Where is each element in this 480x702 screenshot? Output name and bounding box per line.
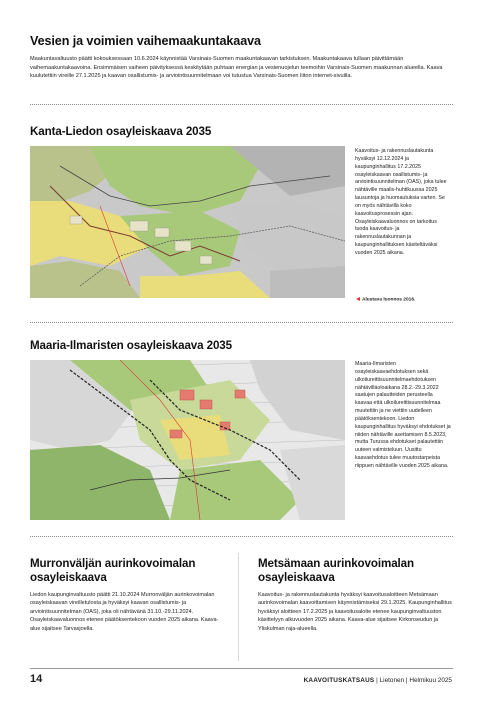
metsamaa-title-line2: osayleiskaava [258, 571, 335, 584]
footer-separator: | [404, 677, 410, 684]
caption-marker-icon [356, 297, 360, 301]
section-title-maaria-ilmarinen: Maaria-Ilmaristen osayleiskaava 2035 [30, 339, 233, 352]
section-title-vaihemaakuntakaava: Vesien ja voimien vaihemaakuntakaava [30, 34, 261, 48]
murronvalja-title-line1: Murronväljän aurinkovoimalan [30, 557, 196, 570]
section-body-vaihemaakuntakaava: Maakuntavaltuusto päätti kokouksessaan 10.6.2024 käynnistää Varsinais-Suomen maakuntakaavan tarkistuksen. Maakuntakaava tullaan päivittämään vaihemaakuntakaavoina. Ensimmäisen vaiheen päivityksessä keskitytään puhtaan energian ja vesienuojelun teemoihin Varsinais-Suomen maakunnan alueella. Kaava kuulutettiin vireille 27.1.2025 ja kaavan osallistumis- ja arviointisuunnitelmaan voi tutustua Varsinais-Suomen liiton internet-sivuilla. [30, 56, 443, 80]
kanta-lieto-caption-text: Alustava luonnos 2016. [362, 297, 416, 303]
section-divider [30, 536, 453, 537]
murronvalja-body: Liedon kaupunginvaltuusto päätti 21.10.2024 Murronväljän aurinkovoimalan osayleiskaavan vireilletulosta ja hyväksyi kaavan osallistumis- ja arviointisuunnitelman (OAS), joka oli nähtävänä 31.10.-29.11.2024. Osayleiskaavaluonnos etenee päätöksentekoon vuoden 2025 aikana. Kaava-alue sijaitsee Tarvasjoella. [30, 592, 219, 632]
footer-municipality: Lietonen [379, 677, 405, 684]
footer-rule [30, 668, 453, 669]
kanta-lieto-caption [356, 297, 415, 303]
section-divider [30, 322, 453, 323]
kanta-lieto-description: Kaavoitus- ja rakennuslautakunta hyväksyi 12.12.2024 ja kaupunginhallitus 17.2.2025 osayleiskaavan osallistumis- ja arviointisuunnitelman (OAS), joka tulee nähtäville maalis-huhtikuussa 2025 lausuntoja ja huomautuksia varten. Se on myös nähtävillä koko kaavoitusprosessin ajan. Osayleiskaavaluonnos on tarkoitus tuoda kaavoitus- ja rakennuslautakunnan ja kaupunginhallituksen käsiteltäväksi vuoden 2025 aikana. [355, 148, 447, 256]
section-title-metsamaa [258, 557, 414, 585]
maaria-ilmarinen-map [30, 360, 345, 520]
maaria-ilmarinen-description: Maaria-Ilmaristen osayleiskaavaehdotuksen sekä ulkoilureittisuunnitelmaehdotuksen nähtävilläoloaikana 28.2.-29.3.2022 saatujen palautteiden perusteella kaavaa että ulkoilureittisuunnitelmaa muutettiin ja ne viettiin uudelleen päätöksentekoon. Liedon kaupunginhallitus hyväksyi ehdotukset ja niiden nähtäville asettamisen 8.5.2023, mutta Turussa ehdotukset palautettiin uuteen valmisteluun. Uusittu kaavaehdotus tulee muutostarpeista riippuen nähtäville vuoden 2025 aikana. [355, 361, 451, 469]
section-title-murronvalja [30, 557, 195, 585]
murronvalja-title-line2: osayleiskaava [30, 571, 107, 584]
footer-issue: Helmikuu 2025 [409, 677, 452, 684]
metsamaa-body: Kaavoitus- ja rakennuslautakunta hyväksyi kaavoitusaloitteen Metsämaan aurinkovoimalan kaavoittamisen käynnistämiseksi 29.1.2025. Kaupunginhallitus hyväksyi aloitteen 17.2.2025 ja kaavoitusaloite etenee kaupunginvaltuuston käsittelyyn alkuvuoden 2025 aikana. Kaava-alue sijaitsee Kirkonseudun ja Yliskulman raja-alueella. [258, 592, 452, 632]
section-title-kanta-lieto: Kanta-Liedon osayleiskaava 2035 [30, 125, 212, 138]
footer-publication: KAAVOITUSKATSAUS [303, 677, 375, 684]
page-number: 14 [30, 673, 43, 685]
section-divider [30, 104, 453, 105]
footer-publication-info [304, 677, 452, 684]
metsamaa-title-line1: Metsämaan aurinkovoimalan [258, 557, 415, 570]
column-divider [238, 553, 239, 661]
footer-separator: | [374, 677, 380, 684]
kanta-lieto-map [30, 146, 345, 298]
